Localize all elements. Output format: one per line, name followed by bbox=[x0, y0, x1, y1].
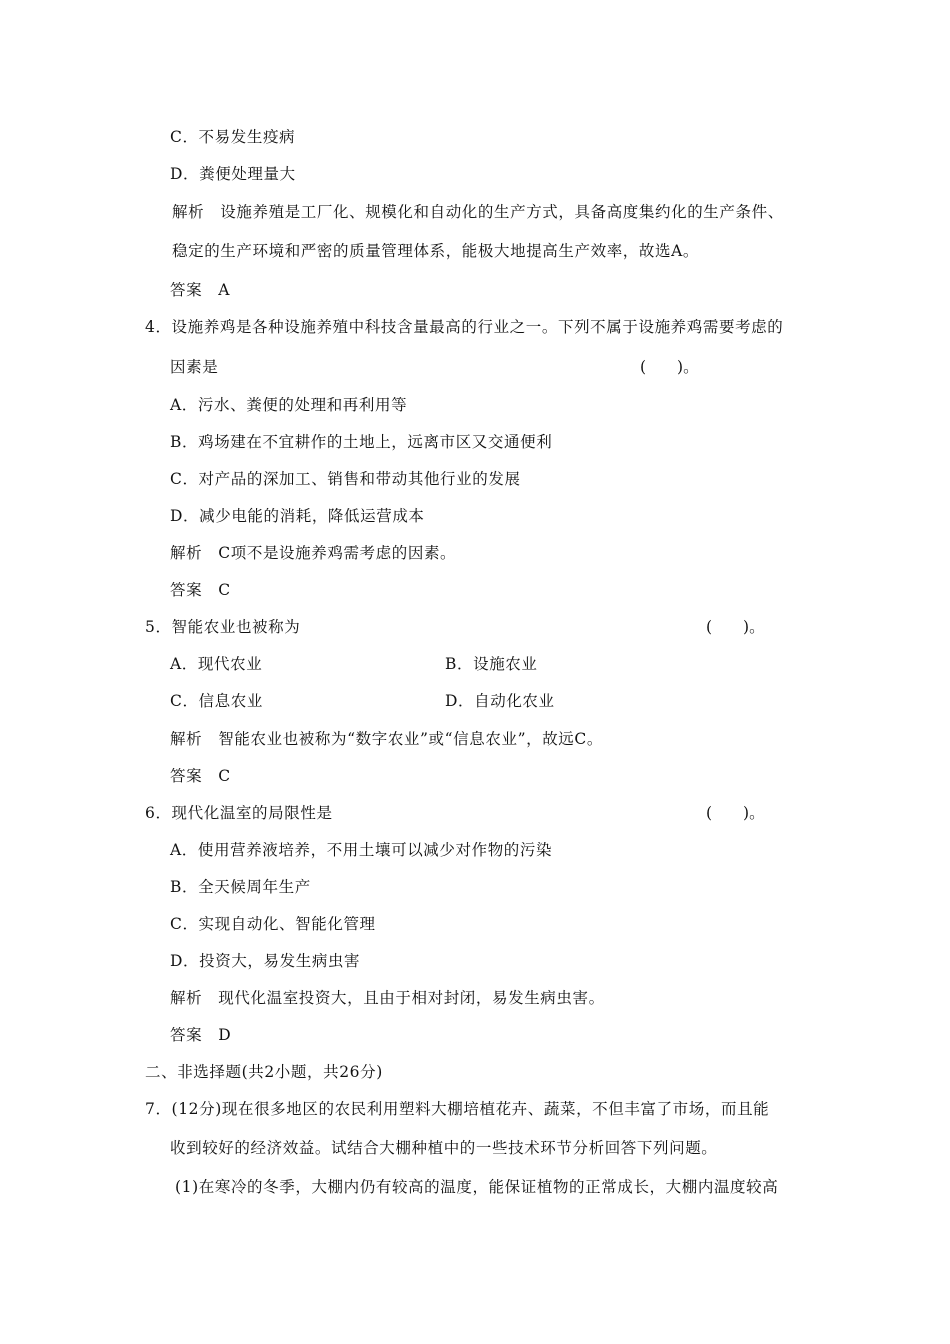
q4-option-b: B．鸡场建在不宜耕作的土地上，远离市区又交通便利 bbox=[170, 433, 553, 451]
section-heading: 二、非选择题(共2小题，共26分) bbox=[145, 1063, 383, 1081]
q4-analysis: 解析 C项不是设施养鸡需考虑的因素。 bbox=[170, 544, 457, 562]
q5-option-d: D．自动化农业 bbox=[445, 692, 555, 710]
q6-answer-blank: ( )。 bbox=[706, 804, 765, 822]
q5-answer: 答案 C bbox=[170, 767, 231, 785]
q3-option-d: D．粪便处理量大 bbox=[170, 165, 296, 183]
q3-analysis-line-2: 稳定的生产环境和严密的质量管理体系，能极大地提高生产效率，故选A。 bbox=[172, 242, 699, 260]
q5-option-a: A．现代农业 bbox=[170, 655, 263, 673]
q6-option-a: A．使用营养液培养，不用土壤可以减少对作物的污染 bbox=[170, 841, 553, 859]
q4-option-a: A．污水、粪便的处理和再利用等 bbox=[170, 396, 408, 414]
q6-option-b: B．全天候周年生产 bbox=[170, 878, 311, 896]
q6-answer: 答案 D bbox=[170, 1026, 232, 1044]
q6-analysis: 解析 现代化温室投资大，且由于相对封闭，易发生病虫害。 bbox=[170, 989, 605, 1007]
q5-option-b: B．设施农业 bbox=[445, 655, 538, 673]
q5-stem: 5．智能农业也被称为 bbox=[145, 618, 301, 636]
q5-analysis: 解析 智能农业也被称为“数字农业”或“信息农业”，故远C。 bbox=[170, 730, 603, 748]
q4-option-d: D．减少电能的消耗，降低运营成本 bbox=[170, 507, 425, 525]
q3-answer: 答案 A bbox=[170, 281, 231, 299]
q6-option-d: D．投资大，易发生病虫害 bbox=[170, 952, 361, 970]
q4-stem-line-1: 4．设施养鸡是各种设施养殖中科技含量最高的行业之一。下列不属于设施养鸡需要考虑的 bbox=[145, 318, 784, 336]
q7-sub-question-1: (1)在寒冷的冬季，大棚内仍有较高的温度，能保证植物的正常成长，大棚内温度较高 bbox=[175, 1178, 779, 1196]
q6-stem: 6．现代化温室的局限性是 bbox=[145, 804, 333, 822]
q4-answer-blank: ( )。 bbox=[640, 358, 699, 376]
q4-option-c: C．对产品的深加工、销售和带动其他行业的发展 bbox=[170, 470, 521, 488]
q7-stem-line-1: 7．(12分)现在很多地区的农民利用塑料大棚培植花卉、蔬菜，不但丰富了市场，而且能 bbox=[145, 1100, 770, 1118]
q5-option-c: C．信息农业 bbox=[170, 692, 263, 710]
q4-answer: 答案 C bbox=[170, 581, 231, 599]
q3-analysis-line-1: 解析 设施养殖是工厂化、规模化和自动化的生产方式，具备高度集约化的生产条件、 bbox=[172, 203, 784, 221]
q6-option-c: C．实现自动化、智能化管理 bbox=[170, 915, 376, 933]
q3-option-c: C．不易发生疫病 bbox=[170, 128, 296, 146]
q7-stem-line-2: 收到较好的经济效益。试结合大棚种植中的一些技术环节分析回答下列问题。 bbox=[170, 1139, 718, 1157]
q5-answer-blank: ( )。 bbox=[706, 618, 765, 636]
q4-stem-line-2: 因素是 bbox=[170, 358, 219, 376]
